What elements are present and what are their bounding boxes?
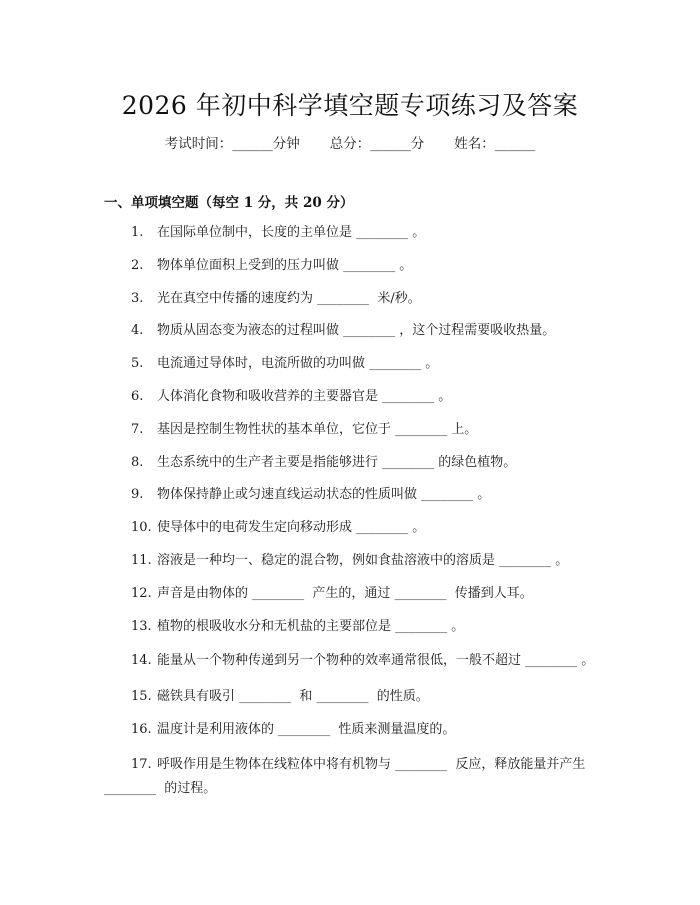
question-number: 12. — [131, 585, 152, 601]
question-text: 声音是由物体的 ________ 产生的，通过 ________ 传播到人耳。 — [157, 585, 533, 601]
question-text: 人体消化食物和吸收营养的主要器官是 ________ 。 — [157, 388, 452, 404]
question-number: 3. — [131, 290, 144, 306]
question-number: 17. — [131, 756, 152, 772]
question-number: 16. — [131, 722, 152, 738]
question-number: 9. — [131, 487, 144, 503]
question-item — [104, 649, 604, 673]
question-text: 物质从固态变为液态的过程叫做 ________ ，这个过程需要吸收热量。 — [157, 323, 556, 339]
question-item — [104, 321, 604, 341]
question-item — [104, 687, 604, 707]
question-item — [104, 485, 604, 505]
question-item — [104, 617, 604, 637]
question-item — [104, 420, 604, 440]
question-text: 使导体中的电荷发生定向移动形成 ________ 。 — [157, 520, 426, 536]
question-text: 溶液是一种均一、稳定的混合物，例如食盐溶液中的溶质是 ________ 。 — [157, 552, 569, 568]
question-text: 磁铁具有吸引 ________ 和 ________ 的性质。 — [157, 689, 429, 705]
question-text: 能量从一个物种传递到另一个物种的效率通常很低，一般不超过 ________ 。 — [157, 653, 595, 669]
question-number: 8. — [131, 454, 144, 470]
question-item — [104, 551, 604, 571]
total-score-field: 总分：______分 — [329, 136, 425, 152]
exam-info-row — [0, 132, 700, 152]
question-item — [104, 518, 604, 538]
question-number: 10. — [131, 520, 152, 536]
section-title: 一、单项填空题（每空 1 分，共 20 分） — [104, 195, 354, 211]
question-item — [104, 720, 604, 740]
question-number: 5. — [131, 356, 144, 372]
question-item — [104, 354, 604, 374]
question-number: 7. — [131, 421, 144, 437]
question-item — [104, 387, 604, 407]
question-text: 呼吸作用是生物体在线粒体中将有机物与 ________ 反应，释放能量并产生 ________ 的过程。 — [104, 756, 590, 796]
question-list — [104, 223, 604, 815]
question-item — [104, 584, 604, 604]
question-number: 1. — [131, 225, 144, 240]
student-name-field: 姓名：______ — [454, 136, 536, 152]
page-title: 2026 年初中科学填空题专项练习及答案 — [121, 91, 579, 120]
question-text: 在国际单位制中，长度的主单位是 ________ 。 — [157, 225, 426, 240]
question-item — [104, 453, 604, 473]
question-text: 植物的根吸收水分和无机盐的主要部位是 ________ 。 — [157, 618, 465, 634]
question-number: 2. — [131, 257, 144, 273]
exam-time-field: 考试时间：______分钟 — [164, 136, 300, 152]
question-number: 14. — [131, 653, 152, 669]
question-number: 11. — [131, 552, 152, 568]
question-number: 4. — [131, 323, 144, 339]
question-text: 光在真空中传播的速度约为 ________ 米/秒。 — [157, 290, 421, 306]
question-number: 6. — [131, 388, 144, 404]
question-item — [104, 753, 604, 801]
question-text: 温度计是利用液体的 ________ 性质来测量温度的。 — [157, 722, 456, 738]
question-item — [104, 256, 604, 276]
question-number: 15. — [131, 689, 152, 705]
question-number: 13. — [131, 618, 152, 634]
question-item — [104, 223, 604, 243]
question-text: 物体单位面积上受到的压力叫做 ________ 。 — [157, 257, 413, 273]
question-text: 生态系统中的生产者主要是指能够进行 ________ 的绿色植物。 — [157, 454, 517, 470]
question-text: 基因是控制生物性状的基本单位，它位于 ________ 上。 — [157, 421, 478, 437]
question-text: 电流通过导体时，电流所做的功叫做 ________ 。 — [157, 356, 439, 372]
question-item — [104, 289, 604, 309]
question-text: 物体保持静止或匀速直线运动状态的性质叫做 ________ 。 — [157, 487, 491, 503]
